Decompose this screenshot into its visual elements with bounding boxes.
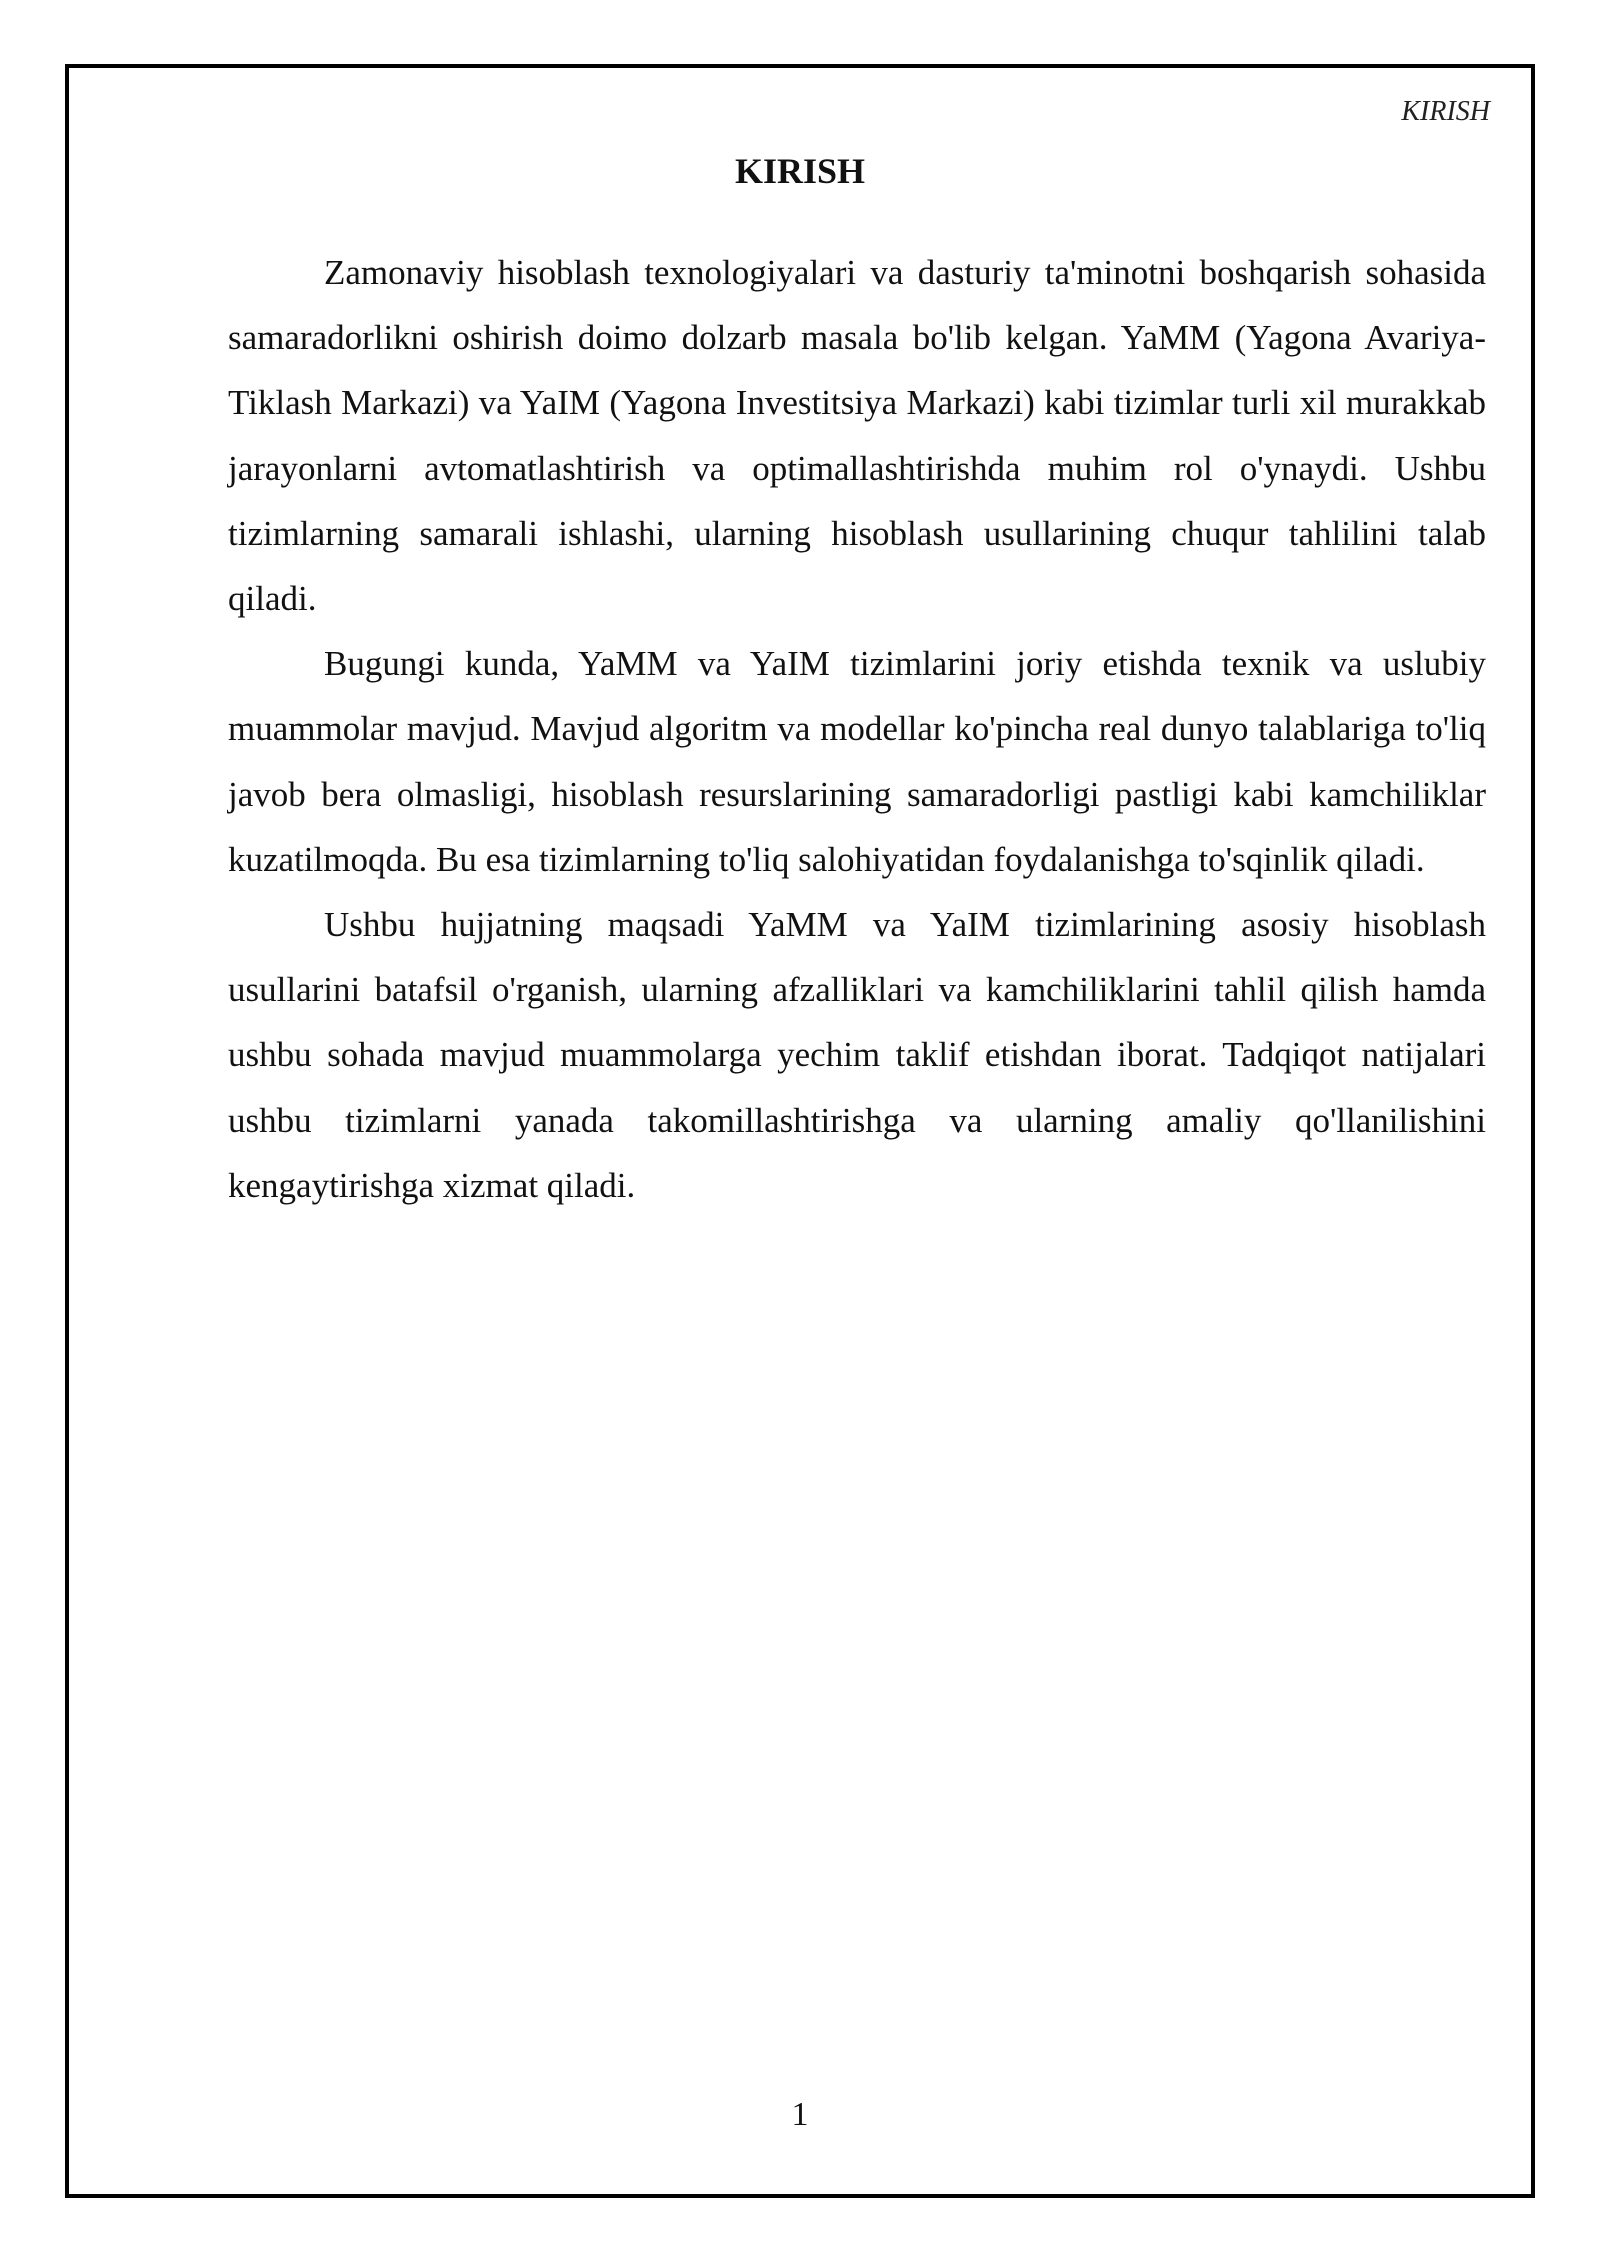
- running-header: KIRISH: [1401, 96, 1490, 127]
- document-title: KIRISH: [734, 151, 866, 191]
- paragraph-3: Ushbu hujjatning maqsadi YaMM va YaIM tizimlarining asosiy hisoblash usullarini batafsil o'rganish, ularning afzalliklari va kamchiliklarini tahlil qilish hamda ushbu sohada mavjud muammolarga yechim taklif etishdan iborat. Tadqiqot natijalari ushbu tizimlarni yanada takomillashtirishga va ularning amaliy qo'llanilishini kengaytirishga xizmat qiladi.: [228, 905, 1486, 1205]
- document-body: [228, 240, 1486, 1218]
- page-number: 1: [791, 2096, 809, 2133]
- paragraph-2: Bugungi kunda, YaMM va YaIM tizimlarini joriy etishda texnik va uslubiy muammolar mavjud. Mavjud algoritm va modellar ko'pincha real dunyo talablariga to'liq javob bera olmasligi, hisoblash resurslarining samaradorligi pastligi kabi kamchiliklar kuzatilmoqda. Bu esa tizimlarning to'liq salohiyatidan foydalanishga to'sqinlik qiladi.: [228, 644, 1486, 879]
- paragraph-1: Zamonaviy hisoblash texnologiyalari va dasturiy ta'minotni boshqarish sohasida samaradorlikni oshirish doimo dolzarb masala bo'lib kelgan. YaMM (Yagona Avariya-Tiklash Markazi) va YaIM (Yagona Investitsiya Markazi) kabi tizimlar turli xil murakkab jarayonlarni avtomatlashtirish va optimallashtirishda muhim rol o'ynaydi. Ushbu tizimlarning samarali ishlashi, ularning hisoblash usullarining chuqur tahlilini talab qiladi.: [228, 253, 1486, 619]
